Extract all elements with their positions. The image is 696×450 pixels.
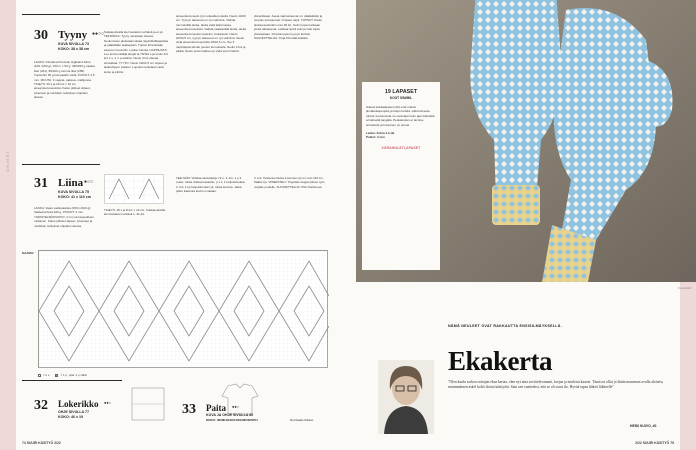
photo-caption: Kuvat HHM xyxy=(678,287,692,290)
item-30-ref: KUVA SIVULLA 73 xyxy=(58,42,90,46)
quote-author: HEIDI KUIVO, 40 xyxy=(630,424,657,428)
card-text: Sukeet kukkalapaset (19) ovat mainio jämälankaprojekti ja helpot tehdä, sillä kolmesta värivä, kuvioineista ne neulotaan kuin ajan kahdella erivärisellä langalla. Peukaloiden ei tarvitse silmukoita ja kuvioinen on pienet. xyxy=(366,105,435,127)
mittens-photo xyxy=(356,0,696,282)
liina-small-chart xyxy=(104,174,164,204)
article-quote: "Olen kuulu sorkea oottajan ekaa kertaa, olen nyt aina sovittelevamani, korjaa ja neulotut kaavat. Tämä on ollut jo ikään mummon avulla aloitetu, ensimmäinen askel kohti iloista käsityötä. Sain sen vaatteeksi, että se oli suuri ilo. Hyvää tapaa lähteä liikkeelle" xyxy=(448,380,664,390)
portrait-photo xyxy=(378,360,434,434)
item-31-instructions: TEE NÄIN: Virkkaa aloitusketju 72 s. 1. krs: 1 p 4. s:aan, toista virkkaa keskelle, p 1 s, 1 ketjusilmukka. 2. krs: 1 kp ketjusilmukan yli, toista kuviota. Jatka pitkin kaaviota kuvion mukaan. xyxy=(176,176,246,194)
item-31-size: KOKO: 41 x 110 cm xyxy=(58,195,91,199)
legend-label-plain: = k s xyxy=(43,373,50,377)
folio-right: 2/22 SUURI KÄSITYÖ 75 xyxy=(635,441,674,445)
card-puikot: Puikot: 3 mm xyxy=(366,135,385,140)
item-33-number: 33 xyxy=(182,402,196,417)
item-33-ref: KUVA JA OHJE SIVULLA 80 xyxy=(206,413,254,417)
chart-legend xyxy=(38,373,87,377)
card-title: 19 LAPASET xyxy=(384,89,418,95)
item-31-ref: KUVA SIVULLA 75 xyxy=(58,190,90,194)
item-32-number: 32 xyxy=(34,398,48,413)
lace-chart xyxy=(38,250,328,368)
item-32-ref: OHJE SIVULLA 77 xyxy=(58,410,90,414)
page-edge-left xyxy=(0,0,16,450)
item-32-sketch xyxy=(128,384,168,424)
item-31-number: 31 xyxy=(34,176,48,191)
item-30-size: KOKO: 38 x 38 cm xyxy=(58,47,90,51)
chart-label: KAAVIO xyxy=(22,251,34,255)
item-30-finishing-text: ylänurkkaan. Aseta napitusreunat s:n päällekkäin ja ompele sivusaumat. Ompele napit. TUPSUT: Kiedo lankaa kartonkiin noin 60 krt. Solmi tupsu lankaan jonka taitoksesta. Leikkaa lenkit auki ja sido tupsu yläosastaan. Kiinnitä tupsut tyynyn kulmiin. SUUNNITTELIJA: Tiuja Kivimäki-Hakala xyxy=(254,14,323,41)
item-33-sketch xyxy=(220,382,260,416)
item-rule xyxy=(22,164,100,165)
item-30-title: Tyyny xyxy=(58,29,88,41)
item-32-title: Lokerikko xyxy=(58,399,99,409)
legend-swatch-plain xyxy=(38,374,41,377)
right-page xyxy=(348,0,696,450)
item-rule xyxy=(22,380,122,381)
item-33-title: Paita xyxy=(206,403,226,413)
item-30-stars: ●●○○ xyxy=(92,31,105,37)
item-30-technique-text: Sukkapuikoilla kierrostoikoin tehtävä ja ei-yk. TEKNIIKKA: Tyyny neulotaan tasona. Neulominen aloitetaan takaa napinlävilläpaloista ja päätellään taaksepäin. Tupsut kiinnitetään etusuun reunoihin. Lanka: Novita. NAPPILISTA: Luo lommentitilijä langat la 75/110 s ja neulo 4/4 krs 1 s, 1 n -joustinta. Neulo 3 krs oikeaa silmukkaa. TYYNY: Neulo 19/22,5 cm ohjeen ja laskuohjeen sukaan. Lopuksi neulotaan vielä lenko ja pilvitä. xyxy=(104,30,169,74)
lace-chart-graphic xyxy=(39,251,329,369)
item-30-body-text: aineenkuvioneulo tyyn oikealla puolella. Neulo 14/20 cm. Tyynyn alareuna on nyt valmiina. Vaihda tummanlilla lanka, aloita vielä kaksi tasaa aineenkuvioneulotta. Vaihda vaaleanlilla lanka, aloita aineenkuvioneuloin kaavion mukaisesti. Neulo 20/34,5 cm, tyynyn alareuna on nyt valmiina. Neulo vielä aineenkuvioneulotta 18/22,5 cm. Tee 3 napinläpeä silmän puolen kerroksella. Neulo 3 krs ja päätä. Neulo ensimmäinen ja vielä sivun lisärivi. xyxy=(176,14,246,54)
card-size: KOOT S/M/M/L xyxy=(389,96,413,100)
item-30-materials-text: LANKA: Filcolana Peruvian Highland Wool (100 m/50 g), 150 m = 50 g: 330/250 g vaalea lilac (261), 80/100 g tumma lilac (258). Tupsuihin 35 g kumpaakin väriä. PUIKOT: 4,5 mm. MUUTA: 3 nappia, paksua, mallijonoa. TIHEYS: 20 s ja 26 krs = 10 cm aineenkuvioneulotta. Katso pitkiset silpeet, lyhenteet ja merkkien selitykset ohjeiden alussa. xyxy=(34,60,95,100)
article-kicker: NÄMÄ NEULEET OVAT RAKKAUTTA ENSISILMÄYKSELLÄ. xyxy=(448,324,562,328)
item-30-number: 30 xyxy=(34,28,48,43)
side-label-left: OHJEET xyxy=(5,150,10,172)
card-hashtag: #GRANNLÄTLAPASET xyxy=(381,145,421,150)
legend-label-pilar: = 1 p, pilar 1 p väliin xyxy=(60,373,88,377)
item-31-gauge-text: TIHEYS: 19 s ja 8 krs = 10 cm. Sukkapuikoilla kierrostoikoin tehtävä s. 41-42. xyxy=(104,208,166,217)
article-headline: Ekakerta xyxy=(448,346,552,376)
legend-item-plain xyxy=(38,373,49,377)
legend-swatch-pilar xyxy=(55,374,58,377)
item-33-size: KOKO: 36/38/40/42/44/46/48/50/52/54 xyxy=(206,418,258,422)
item-rule xyxy=(22,14,100,15)
item-32-stars: ●●○ xyxy=(104,400,112,405)
legend-item-pilar xyxy=(55,373,87,377)
folio-left: 74 SUURI KÄSITYÖ 2/22 xyxy=(22,441,61,445)
item-33-stars: ●●○ xyxy=(232,404,240,409)
item-31-title: Liina xyxy=(58,177,84,189)
item-31-finishing: 3. krs: Toista kerroksia 2 kunnes työ on noin 110 cm. Päätä työ. VIIMEISTELY: Pujottele langat piiloon työn nurjalle puolelle. SUUNNITTELIJA: Pilvi Nurkkonen xyxy=(254,176,325,189)
card-lanka: Lanka: Zebra 4-k-tik xyxy=(366,131,395,136)
item-32-size: KOKO: 46 x 19 xyxy=(58,415,83,419)
item-33-note: Nurrivaali ohtidoo xyxy=(290,418,314,422)
pattern-card xyxy=(362,82,440,270)
item-31-stars: ●○○ xyxy=(84,179,94,185)
item-31-materials-text: LANKA: Vaaro pellavalanka (150 m/100 g): Vaaleanvihreä 400 g. PUIKOT: 4 mm. YHDISTELMÄPUIKKO: 4 mm tai tarpeellinen mittainen. Katso pitkiset silpeet, lyhenteet ja merkkien selitykset ohjeiden alussa. xyxy=(34,206,95,228)
